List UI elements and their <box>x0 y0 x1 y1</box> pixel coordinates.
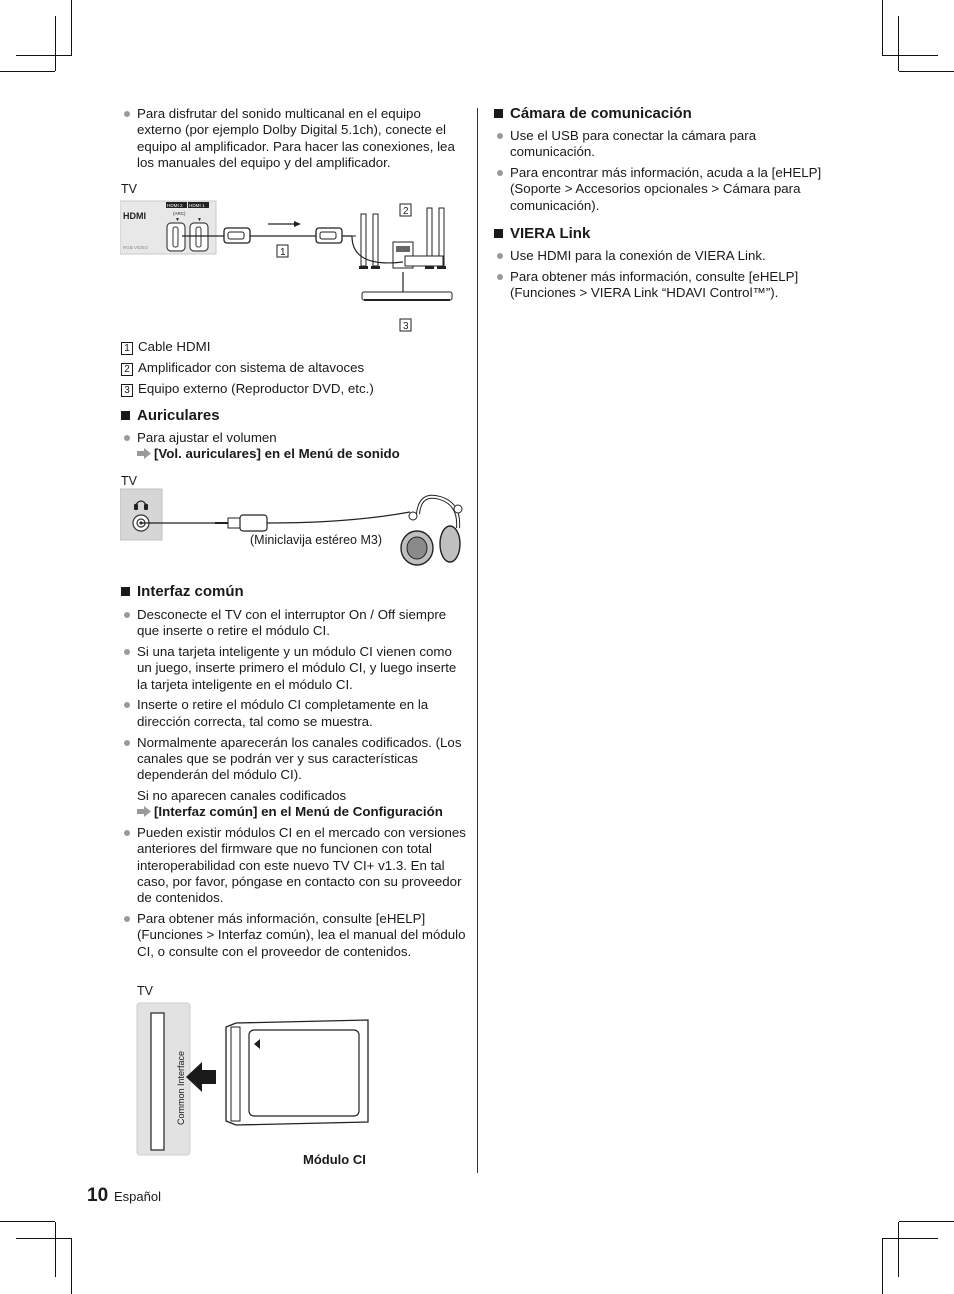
ci-diagram <box>136 982 386 1172</box>
panel-small-label: RGB VIDEO <box>123 245 149 250</box>
tv-label: TV <box>121 474 137 488</box>
port-sublabel-arc: (ARC) <box>173 211 186 216</box>
callout-2: 2 <box>403 206 409 217</box>
multichannel-bullet: Para disfrutar del sonido multicanal en el equipo externo (por ejemplo Dolby Digital 5.1ch), conecte el equipo al amplificador. Para hacer las conexiones, lea los manuales del equipo y del amplificador. <box>121 106 467 171</box>
ci-module-label: Módulo CI <box>303 1152 366 1167</box>
viera-bullet-2: Para obtener más información, consulte [eHELP] (Funciones > VIERA Link “HDAVI Control™”). <box>494 269 834 302</box>
camera-heading: Cámara de comunicación <box>494 105 834 123</box>
viera-heading: VIERA Link <box>494 225 834 243</box>
left-column <box>121 106 467 171</box>
callout-1: 1 <box>280 247 286 258</box>
legend-num-2: 2 <box>121 363 133 376</box>
headphones-drawing <box>120 472 470 572</box>
camera-bullet-1: Use el USB para conectar la cámara para comunicación. <box>494 128 834 161</box>
ci-bullet-2: Si una tarjeta inteligente y un módulo CI vienen como un juego, inserte primero el módulo CI, y luego inserte la tarjeta inteligente en el módulo CI. <box>121 644 467 693</box>
ci-section <box>121 583 467 960</box>
legend-item-2 <box>121 360 364 376</box>
legend-num-3: 3 <box>121 384 133 397</box>
hdmi-logo: HDMI <box>123 211 146 221</box>
headphones-menu-ref: [Vol. auriculares] en el Menú de sonido <box>137 446 467 462</box>
ci-bullet-3: Inserte o retire el módulo CI completamente en la dirección correcta, tal como se muestra. <box>121 697 467 730</box>
legend-item-1 <box>121 339 210 355</box>
headphones-bullet: Para ajustar el volumen <box>121 430 467 446</box>
legend-num-1: 1 <box>121 342 133 355</box>
tv-label: TV <box>121 182 137 196</box>
ci-no-channels-note: Si no aparecen canales codificados <box>137 787 347 803</box>
headphones-diagram <box>120 472 470 572</box>
legend-item-3 <box>121 381 374 397</box>
legend-text-1: Cable HDMI <box>138 339 211 354</box>
hdmi-diagram-drawing <box>120 180 470 335</box>
viera-bullet-1: Use HDMI para la conexión de VIERA Link. <box>494 248 834 264</box>
ci-menu-ref: [Interfaz común] en el Menú de Configuración <box>137 804 467 820</box>
svg-text:▼: ▼ <box>175 217 180 223</box>
svg-text:▼: ▼ <box>197 217 202 223</box>
legend-text-2: Amplificador con sistema de altavoces <box>138 360 365 375</box>
arrow-icon <box>137 806 151 817</box>
ci-heading: Interfaz común <box>121 583 467 601</box>
plug-label: (Miniclavija estéreo M3) <box>250 533 382 547</box>
port-label-hdmi2: HDMI 2 <box>167 203 183 208</box>
callout-3: 3 <box>403 321 409 332</box>
ci-bullet-4: Normalmente aparecerán los canales codificados. (Los canales que se podrán ver y sus características dependerán del módulo CI). <box>121 735 467 784</box>
ci-bullet-1: Desconecte el TV con el interruptor On / Off siempre que inserte o retire el módulo CI. <box>121 607 467 640</box>
legend-text-3: Equipo externo (Reproductor DVD, etc.) <box>138 381 374 396</box>
ci-bullet-5: Pueden existir módulos CI en el mercado con versiones anteriores del firmware que no funcionen con total interoperabilidad con este nuevo TV CI+ v1.3. En tal caso, por favor, póngase en contacto con su proveedor de contenidos. <box>121 825 467 906</box>
arrow-icon <box>137 448 151 459</box>
port-label-hdmi1: HDMI 1 <box>189 203 205 208</box>
ci-bullet-6: Para obtener más información, consulte [eHELP] (Funciones > Interfaz común), lea el manual del módulo CI, o consulte con el proveedor de contenidos. <box>121 911 467 960</box>
right-column <box>494 105 834 301</box>
tv-label: TV <box>137 984 153 998</box>
column-divider <box>477 108 478 1173</box>
ci-slot-label: Common Interface <box>176 1050 186 1125</box>
camera-bullet-2: Para encontrar más información, acuda a la [eHELP] (Soporte > Accesorios opcionales > Cámara para comunicación). <box>494 165 834 214</box>
page-language: Español <box>114 1189 161 1204</box>
hdmi-diagram <box>120 180 470 335</box>
page-number: 10 <box>87 1185 109 1206</box>
headphones-section <box>121 407 467 463</box>
headphones-heading: Auriculares <box>121 407 467 425</box>
